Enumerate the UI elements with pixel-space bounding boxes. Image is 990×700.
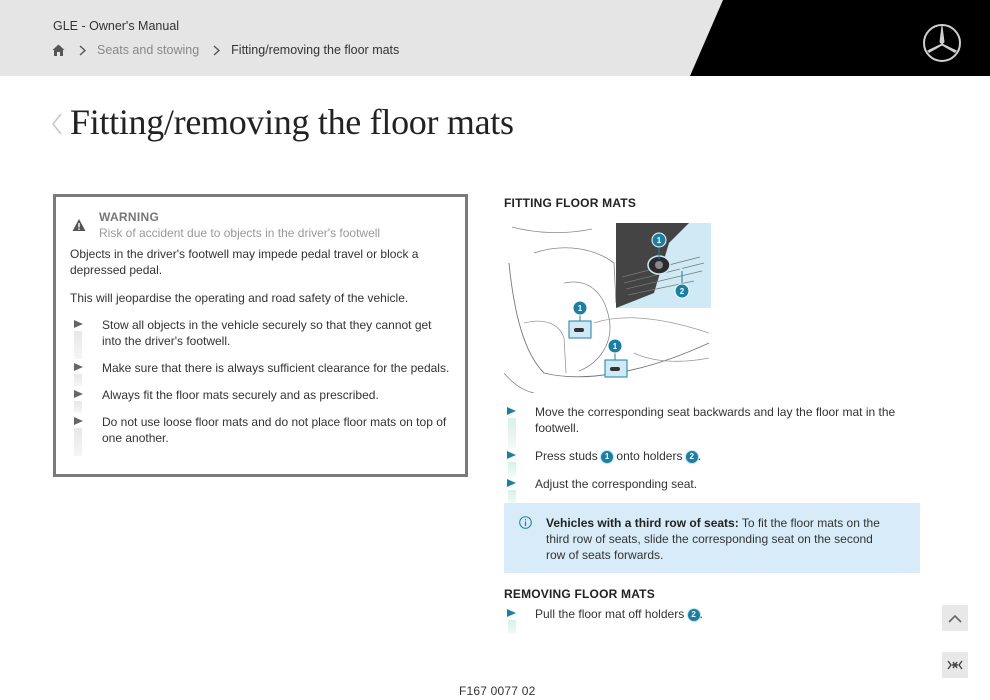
callout-number: 1 <box>601 451 613 463</box>
note-text <box>546 515 891 563</box>
step-text: . <box>699 607 703 621</box>
svg-text:2: 2 <box>679 287 685 296</box>
page-title: Fitting/removing the floor mats <box>70 102 514 142</box>
floor-mat-illustration <box>504 223 711 393</box>
breadcrumb-item-seats[interactable]: Seats and stowing <box>97 43 200 57</box>
warning-box <box>53 194 468 477</box>
warning-list <box>70 317 450 457</box>
list-bar <box>74 374 82 386</box>
list-bar <box>508 490 516 504</box>
warning-triangle-icon <box>72 218 86 232</box>
chevron-right-icon <box>79 45 86 56</box>
share-button[interactable] <box>942 652 968 678</box>
warning-paragraph: Objects in the driver's footwell may impede pedal travel or block a depressed pedal. <box>70 247 419 277</box>
arrow-right-icon <box>507 479 516 487</box>
list-bar <box>508 418 516 448</box>
arrow-right-icon <box>507 407 516 415</box>
warning-item-text: Make sure that there is always sufficient clearance for the pedals. <box>102 361 450 375</box>
list-bar <box>508 620 516 634</box>
share-icon <box>947 659 963 671</box>
step-text: Move the corresponding seat backwards and lay the floor mat in the footwell. <box>535 405 896 435</box>
step-text: onto holders <box>616 449 683 463</box>
list-item <box>504 404 904 436</box>
removing-steps <box>504 606 904 634</box>
mercedes-star-logo[interactable] <box>922 23 962 63</box>
warning-label: WARNING <box>99 210 160 224</box>
list-item <box>504 606 904 622</box>
note-body: To fit the floor mats on the third row of seats, slide the corresponding seat on the second row of seats forwards. <box>546 516 880 562</box>
chevron-left-icon[interactable] <box>50 111 64 137</box>
callout-number: 2 <box>686 451 698 463</box>
breadcrumb <box>52 41 399 59</box>
warning-item-text: Always fit the floor mats securely and as prescribed. <box>102 388 379 402</box>
fitting-steps <box>504 404 904 504</box>
note-bold: Vehicles with a third row of seats: <box>546 516 739 530</box>
list-bar <box>508 462 516 476</box>
arrow-right-icon <box>74 390 83 398</box>
svg-text:1: 1 <box>656 236 662 245</box>
warning-item-text: Stow all objects in the vehicle securely so that they cannot get into the driver's footwell. <box>102 318 432 348</box>
fitting-heading: FITTING FLOOR MATS <box>504 196 637 210</box>
arrow-right-icon <box>74 320 83 328</box>
list-bar <box>74 331 82 359</box>
warning-paragraph: This will jeopardise the operating and road safety of the vehicle. <box>70 291 409 305</box>
breadcrumb-item-current: Fitting/removing the floor mats <box>231 43 400 57</box>
manual-title: GLE - Owner's Manual <box>53 19 180 33</box>
warning-subtitle: Risk of accident due to objects in the driver's footwell <box>99 226 381 240</box>
arrow-right-icon <box>507 609 516 617</box>
list-bar <box>74 428 82 456</box>
info-icon <box>519 516 532 529</box>
header-bar <box>0 0 990 76</box>
step-text: Adjust the corresponding seat. <box>535 477 698 491</box>
warning-item-text: Do not use loose floor mats and do not place floor mats on top of one another. <box>102 415 447 445</box>
chevron-up-icon <box>948 614 962 623</box>
step-text: Pull the floor mat off holders <box>535 607 685 621</box>
list-item <box>70 317 450 349</box>
arrow-right-icon <box>74 363 83 371</box>
list-item <box>70 414 450 446</box>
svg-text:1: 1 <box>577 304 583 313</box>
figure-code: F167 0077 02 <box>459 684 536 698</box>
list-item <box>504 476 904 492</box>
chevron-right-icon <box>213 45 220 56</box>
callout-number: 2 <box>688 609 700 621</box>
list-item <box>504 448 904 464</box>
info-note <box>504 503 920 573</box>
step-text: Press studs <box>535 449 598 463</box>
home-icon[interactable] <box>52 44 65 57</box>
arrow-right-icon <box>507 451 516 459</box>
arrow-right-icon <box>74 417 83 425</box>
list-bar <box>74 401 82 413</box>
scroll-to-top-button[interactable] <box>942 605 968 631</box>
svg-text:1: 1 <box>612 342 618 351</box>
step-text: . <box>697 449 702 463</box>
list-item <box>70 387 450 403</box>
list-item <box>70 360 450 376</box>
removing-heading: REMOVING FLOOR MATS <box>504 587 655 601</box>
